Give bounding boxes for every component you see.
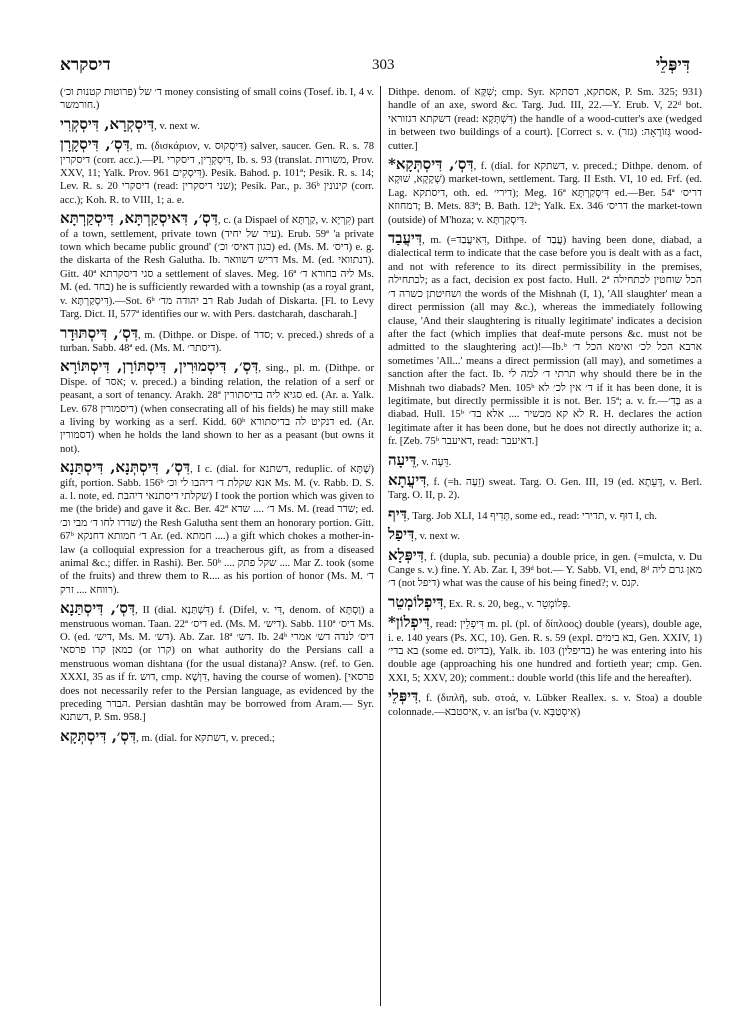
page-number: 303	[371, 56, 395, 73]
dictionary-entry: דִּיפַל, v. next w.	[388, 525, 461, 544]
header-right-word: דִּיפְּלֵי	[655, 55, 690, 75]
entry-text: m. (δισκάριον, v. דִּיסְקוּס) salver, saucer. Gen. R. s. 78 דיסקרין (corr. acc.).—Pl. דִּיסְקְרֵין, דיסקרי, Ib. s. 93 (translat. משורות, Prov. XXV, 11; Yalk. Prov. 961 דִּיסְקִים). Pesik. Bahod. p. 101ª; Pesik. R. s. 14; Lev. R. s. 20 דיסקרי (read: שני דיסקרין); Pesik. Par., p. 36ᵇ קינונין (corr. acc.); Koh. R. to VIII, 1; a. e.	[60, 141, 375, 206]
dictionary-entry: *דִּסְ׳, דִּיסְתְּקָא, f. (dial. for דשתקא, v. preced.; Dithpe. denom. of שְׁקָקָא, שׁוּקָא) market-town, settlement. Targ. II Esth. VI, 10 ed. Frf. (ed. Lag. דיסתקא, oth. ed. דירי׳); Meg. 16ª דִּיסְקַרְתָּא ed.—Ber. 54ª דריס׳ דמחוזא; B. Mets. 83ª; B. Bath. 12ᵇ; Yalk. Ex. 346 דריס׳ the market-town (outside) of M'hoza; v. דִּיסְקַרְתָּא.	[388, 155, 703, 226]
entry-headword: דִּיפְּלֵי	[388, 687, 419, 706]
dictionary-entry: דִּסְ׳, דִּיסְתְּנָא, דִּיסְתַּנָא, I c. (dial. for דשתנא, reduplic. of שְׁתָּא) gift, portion. Sabb. 156ᵇ אנא שקלת ד׳ דיהבו לי וכ׳ Ms. M. (v. Rabb. D. S. a. l. note, ed. שקלתי דיסתנאי דיהבת) I took the portion which was given to me (the bride) and gave it &c. Ber. 42ª ד׳ .... שדא Ms. M. (read שדר; ed. שדרו לחו ד׳ מבי וכ׳) the Resh Galutha sent them an honorary portion. Gitt. 67ᵇ ד׳ חמותא דחנקא Ar. (ed. חמתא ....) a gift which chokes a mother-in-law (a colloquial expression for a treacherous gift, as from a diseased animal &c.; differ. in Rashi). Ber. 50ᵇ .... שקל פתק .... Mar Z. took (some of the fruits) and threw them to R.... as his portion of honor (Ms. M. ד׳ רווחא .... זרק).	[60, 458, 375, 596]
entry-text: f. (=h. זֵעָה) sweat. Targ. O. Gen. III, 19 (ed. דְּעֵתָא, v. Berl. Targ. O. II, p. 2).	[388, 476, 703, 502]
entry-text: Targ. Job XLI, 14 תְּדִיף, some ed., read: תדירי, v. דוּף I, ch.	[412, 510, 657, 522]
entry-headword: דִּיפְלוֹמְטֵר	[388, 592, 444, 611]
entry-text: Ex. R. s. 20, beg., v. פְּלוֹמְטֵר.	[448, 598, 571, 610]
right-column	[388, 86, 702, 724]
entry-headword: דִּיעֲתָא	[388, 470, 427, 489]
dictionary-entry: דִּיפְּלָא, f. (dupla, sub. pecunia) a double price, in gen. (=mulcta, v. Du Cange s. v.) fine. Y. Ab. Zar. I, 39ᵈ bot.— Y. Sabb. VI, end, 8ᵈ מאן גרם ליה ד׳ (not דיפל) what was the cause of his being fined?; v. קנס.	[388, 545, 703, 590]
entry-text: f. (dupla, sub. pecunia) a double price, in gen. (=mulcta, v. Du Cange s. v.) fine. Y. Ab. Zar. I, 39ᵈ bot.— Y. Sabb. VI, end, 8ᵈ מאן גרם ליה ד׳ (not דיפל) what was the cause of his being fined?; v. קנס.	[388, 551, 703, 590]
entry-text: f. (dial. for דשתקא, v. preced.; Dithpe. denom. of שְׁקָקָא, שׁוּקָא) market-town, settlement. Targ. II Esth. VI, 10 ed. Frf. (ed. Lag. דיסתקא, oth. ed. דירי׳); Meg. 16ª דִּיסְקַרְתָּא ed.—Ber. 54ª דריס׳ דמחוזא; B. Mets. 83ª; B. Bath. 12ᵇ; Yalk. Ex. 346 דריס׳ the market-town (outside) of M'hoza; v. דִּיסְקַרְתָּא.	[388, 161, 703, 226]
dictionary-entry: דִּיעֲבַד, m. (=דִּאִיעֲבַד, Dithpe. of עֲבַד) having been done, diabad, a dialectical term to indicate that the case before you is dealt with as a fact, and not with reference to its direct permissibility in the premises, לכתחילה; as a fact, decision ex post facto. Hull. 2ª הכל שוחטין לכתחילה ושחיטתן כשרה ד׳ the words of the Mishnah (I, 1), 'All slaughter' mean a direct permission (all may &c.), whereas the immediately following clause, 'And their slaughtering is ritually legitimate' indicates a decision after the fact (which implies that deaf-mute persons &c. must not be admitted to the slaughtering act)!—Ib.ᵇ ארבא הכל לכ׳ ואימא הכל ד׳ sometimes 'All...' means a direct permission (all may), and sometimes a sanction after the fact. Ib. תרתי ד׳ למה לי why should there be in the Mishnah two diabads? Men. 105ᵇ ד׳ אין לכ׳ לא if it has been done, it is legitimate, but directly permissible it is not. Ber. 15ª; a. v. fr.—בְּדִ׳ as a diabad. Hull. 15ᵇ לא קא מכשיר .... אלא בד׳ R. H. declares the action legitimate after it has been done, but he does not directly authorize it; a. fr. [Zeb. 75ᵇ דאיעבר, read: דאיעבר.]	[388, 229, 703, 448]
dictionary-entry: דִּיף, Targ. Job XLI, 14 תְּדִיף, some ed., read: תדירי, v. דוּף I, ch.	[388, 504, 657, 523]
entry-text: read: דִּיפְלֵין m. pl. (pl. of δίπλοος) double (years), double age, i. e. 140 years (Ps. XC, 10). Gen. R. s. 59 (expl. בא בימים, Gen. XXIV, 1) בא בדי׳ (some ed. בדיוס), Yalk. ib. 103 (בדיפלין) he was entering into his double age (approaching his one hundred and fortieth year; cmp. Gen. XXI, 5; XXV, 20); comment.: double world (this life and the hereafter).	[388, 619, 703, 684]
dictionary-entry: *דִּיפְלוֹן, read: דִּיפְלֵין m. pl. (pl. of δίπλοος) double (years), double age, i. e. 140 years (Ps. XC, 10). Gen. R. s. 59 (expl. בא בימים, Gen. XXIV, 1) בא בדי׳ (some ed. בדיוס), Yalk. ib. 103 (בדיפלין) he was entering into his double age (approaching his one hundred and fortieth year; cmp. Gen. XXI, 5; XXV, 20); comment.: double world (this life and the hereafter).	[388, 613, 703, 684]
header-left-word: דיסקרא	[60, 55, 111, 75]
dictionary-entry: דִּסְ׳, דִּיסְקָרָן, m. (δισκάριον, v. דִּיסְקוּס) salver, saucer. Gen. R. s. 78 דיסקרין (corr. acc.).—Pl. דִּיסְקְרֵין, דיסקרי, Ib. s. 93 (translat. משורות, Prov. XXV, 11; Yalk. Prov. 961 דִּיסְקִים). Pesik. Bahod. p. 101ª; Pesik. R. s. 14; Lev. R. s. 20 דיסקרי (read: שני דיסקרין); Pesik. Par., p. 36ᵇ קינונין (corr. acc.); Koh. R. to VIII, 1; a. e.	[60, 135, 375, 206]
dictionary-entry	[388, 86, 702, 153]
entry-text: v. next w.	[159, 120, 200, 132]
entry-headword: דִּיפְּלָא	[388, 545, 424, 564]
entry-text: v. דֵּעָה.	[421, 456, 452, 468]
dictionary-entry: דִּסְ׳, דִּיסְתַּנָא, II (dial. דִּשְׁתַּנָא) f. (Difel, v. דִּי, denom. of וַסְתָּא) a menstruous woman. Taan. 22ª דיס׳ ed. (Ms. M. דיש׳). Sabb. 110ª דיס׳ Ms. O. (ed. דיש׳, Ms. M. דש׳). Ab. Zar. 18ª דש׳. Ib. 24ᵇ דיס׳ לנדה דש׳ אמרי כמאן קרו פרסאי (or קרו) on what authority do the Persians call a menstruous woman dishtana (for the usual distana)? Answ. (ref. to Gen. XXXI, 35 as if fr. דוש, cmp. דִּוְשָׁא, having the course of women). [פרסאי does not necessarily refer to the Persian language, as evidenced by the preceding הבדר. Persian dashtân may be borrowed from Aram.— Syr. דשתנא, P. Sm. 958.]	[60, 599, 375, 724]
entry-headword: דִּסְ׳, דִּיסְתְּקָא	[60, 726, 137, 745]
entry-headword: *דִּיפְלוֹן	[388, 613, 430, 632]
entry-headword: דִּסְ׳, דִּיסְקָרָן	[60, 135, 130, 154]
entry-headword: דִּסְ׳, דִּיסְתַּנָא	[60, 599, 136, 618]
entry-text: Dithpe. denom. of שִׁקָּא; cmp. Syr. אסתקא, דסתקא, P. Sm. 325; 931) handle of an axe, sword &c. Targ. Jud. III, 22.—Y. Erub. V, 22ᵈ bot. דשקתא דגזוראי (read: דִּשְׁתְּקָא) the handle of a wood-cutter's axe (wedged in between two buildings of a court). [Correct s. v. גְּזוֹרָאָה: (גזר) wood-cutter.]	[388, 87, 703, 152]
entry-text: I c. (dial. for דשתנא, reduplic. of שְׁתָּא) gift, portion. Sabb. 156ᵇ אנא שקלת ד׳ דיהבו לי וכ׳ Ms. M. (v. Rabb. D. S. a. l. note, ed. שקלתי דיסתנאי דיהבת) I took the portion which was given to me (the bride) and gave it &c. Ber. 42ª ד׳ .... שדא Ms. M. (read שדר; ed. שדרו לחו ד׳ מבי וכ׳) the Resh Galutha sent them an honorary portion. Gitt. 67ᵇ ד׳ חמותא דחנקא Ar. (ed. חמתא ....) a gift which chokes a mother-in-law (a colloquial expression for a treacherous gift, as from a diseased animal &c.; differ. in Rashi). Ber. 50ᵇ .... שקל פתק .... Mar Z. took (some of the fruits) and threw them to R.... as his portion of honor (Ms. M. ד׳ רווחא .... זרק).	[60, 464, 375, 596]
entry-headword: דִּיסְקְרָא, דִּיסְקְרִי	[60, 114, 155, 133]
entry-headword: דִּסְ׳, דִּיסְמוּרִין, דִּיסְתּוֹרָן, דִּיסְתּוֹרָא	[60, 357, 259, 376]
entry-headword: דִּסְ׳, דִּאיסְקַרְתָּא, דִּיסְקַרְתָּא	[60, 209, 218, 228]
dictionary-entry: דִּסְ׳, דִּיסְתְּקָא, m. (dial. for דשתקא, v. preced.;	[60, 726, 275, 745]
dictionary-entry: דִּסְ׳, דִּאיסְקַרְתָּא, דִּיסְקַרְתָּא, c. (a Dispael of קַרְתָּא, v. קִרְיָא) part of a town, settlement, private town (עיר של יחיד). Erub. 59ª 'a private town which became public ground' (כגון דאיס׳ וכ׳) ed. (Ms. M. דיס׳) e. g. the diskarta of the Resh Galutha. Ib. דריש דשוואר Ms. M. (ed. דנתוואי). Gitt. 40ª סגי דיסקרתא a settlement of slaves. Meg. 16ª ליה בחורא ד׳ Ms. M. (ed. בחד) he is sufficiently rewarded with a township (as a royal grant, v. דִּיסְקַרְתָּא).—Sot. 6ᵇ רב יהודה מד׳ Rab Judah of Diskarta. [Fl. to Levy Targ. Dict. II, 577ª identifies our w. with Pers. dastcharah, dascharah.]	[60, 209, 375, 321]
entry-headword: דִּסְ׳, דִּיסְתּוּדָר	[60, 323, 138, 342]
entry-text: II (dial. דִּשְׁתַּנָא) f. (Difel, v. דִּי, denom. of וַסְתָּא) a menstruous woman. Taan. 22ª דיס׳ ed. (Ms. M. דיש׳). Sabb. 110ª דיס׳ Ms. O. (ed. דיש׳, Ms. M. דש׳). Ab. Zar. 18ª דש׳. Ib. 24ᵇ דיס׳ לנדה דש׳ אמרי כמאן קרו פרסאי (or קרו) on what authority do the Persians call a menstruous woman dishtana (for the usual distana)? Answ. (ref. to Gen. XXXI, 35 as if fr. דוש, cmp. דִּוְשָׁא, having the course of women). [פרסאי does not necessarily refer to the Persian language, as evidenced by the preceding הבדר. Persian dashtân may be borrowed from Aram.— Syr. דשתנא, P. Sm. 958.]	[60, 605, 375, 724]
dictionary-entry: דִּיפְלוֹמְטֵר, Ex. R. s. 20, beg., v. פְּלוֹמְטֵר.	[388, 592, 571, 611]
entry-text: m. (dial. for דשתקא, v. preced.;	[141, 732, 275, 744]
dictionary-entry: דִּסְ׳, דִּיסְתּוּדָר, m. (Dithpe. or Dispe. of סדר; v. preced.) shreds of a turban. Sabb. 48ª ed. (Ms. M. דיסתר׳).	[60, 323, 375, 354]
entry-text: c. (a Dispael of קַרְתָּא, v. קִרְיָא) part of a town, settlement, private town (עיר של יחיד). Erub. 59ª 'a private town which became public ground' (כגון דאיס׳ וכ׳) ed. (Ms. M. דיס׳) e. g. the diskarta of the Resh Galutha. Ib. דריש דשוואר Ms. M. (ed. דנתוואי). Gitt. 40ª סגי דיסקרתא a settlement of slaves. Meg. 16ª ליה בחורא ד׳ Ms. M. (ed. בחד) he is sufficiently rewarded with a township (as a royal grant, v. דִּיסְקַרְתָּא).—Sot. 6ᵇ רב יהודה מד׳ Rab Judah of Diskarta. [Fl. to Levy Targ. Dict. II, 577ª identifies our w. with Pers. dastcharah, dascharah.]	[60, 215, 375, 321]
dictionary-entry	[60, 86, 374, 113]
entry-headword: דִּיפַל	[388, 525, 415, 544]
entry-headword: דֵּיעָה	[388, 450, 417, 469]
dictionary-entry: דִּסְ׳, דִּיסְמוּרִין, דִּיסְתּוֹרָן, דִּיסְתּוֹרָא, sing., pl. m. (Dithpe. or Dispe. of אסר; v. preced.) a binding relation, the relation of a serf or peasant, a sort of tenancy. Arakh. 28ª סגיא ליה בדיסתורין ed. (Ar. a. Yalk. Lev. 678 דיסמורין) (when consecrating all of his fields) he may still make a living by working as a serf. Kidd. 60ᵇ דנקיט לה בדיסתורא ed. (Ar. דסמורין) when he holds the land shown to her as a peasant (but owns it not).	[60, 357, 375, 455]
dictionary-entry: דֵּיעָה, v. דֵּעָה.	[388, 450, 452, 469]
entry-headword: דִּיעֲבַד	[388, 229, 423, 248]
entry-text: m. (=דִּאִיעֲבַד, Dithpe. of עֲבַד) having been done, diabad, a dialectical term to indicate that the case before you is dealt with as a fact, and not with reference to its direct permissibility in the premises, לכתחילה; as a fact, decision ex post facto. Hull. 2ª הכל שוחטין לכתחילה ושחיטתן כשרה ד׳ the words of the Mishnah (I, 1), 'All slaughter' mean a direct permission (all may &c.), whereas the immediately following clause, 'And their slaughtering is ritually legitimate' indicates a decision after the fact (which implies that deaf-mute persons &c. must not be admitted to the slaughtering act)!—Ib.ᵇ ארבא הכל לכ׳ ואימא הכל ד׳ sometimes 'All...' means a direct permission (all may), and sometimes a sanction after the fact. Ib. תרתי ד׳ למה לי why should there be in the Mishnah two diabads? Men. 105ᵇ ד׳ אין לכ׳ לא if it has been done, it is legitimate, but directly permissible it is not. Ber. 15ª; a. v. fr.—בְּדִ׳ as a diabad. Hull. 15ᵇ לא קא מכשיר .... אלא בד׳ R. H. declares the action legitimate after it has been done, but he does not directly authorize it; a. fr. [Zeb. 75ᵇ דאיעבר, read: דאיעבר.]	[388, 235, 703, 448]
entry-headword: דִּסְ׳, דִּיסְתְּנָא, דִּיסְתַּנָא	[60, 458, 191, 477]
entry-text: ד׳ של (פרוטות קטנות וכ׳) money consisting of small coins (Tosef. ib. I, 4 v. חורמשר.)	[60, 87, 374, 112]
entry-headword: *דִּסְ׳, דִּיסְתְּקָא	[388, 155, 474, 174]
dictionary-entry: דִּיעֲתָא, f. (=h. זֵעָה) sweat. Targ. O. Gen. III, 19 (ed. דְּעֵתָא, v. Berl. Targ. O. II, p. 2).	[388, 470, 703, 502]
page-header	[60, 52, 690, 78]
column-divider	[380, 86, 381, 1006]
left-column	[60, 86, 374, 750]
entry-headword: דִּיף	[388, 504, 407, 523]
entry-text: v. next w.	[419, 531, 461, 543]
dictionary-entry: דִּיסְקְרָא, דִּיסְקְרִי, v. next w.	[60, 114, 200, 133]
entry-text: m. (Dithpe. or Dispe. of סדר; v. preced.) shreds of a turban. Sabb. 48ª ed. (Ms. M. דיסתר׳).	[60, 329, 375, 354]
entry-text: f. (διπλῆ, sub. στοά, v. Lübker Reallex. s. v. Stoa) a double colonnade.—איסטבא, v. an ist'ba (v. אִיסְטַבְּא)	[388, 693, 703, 718]
entry-text: sing., pl. m. (Dithpe. or Dispe. of אסר; v. preced.) a binding relation, the relation of a serf or peasant, a sort of tenancy. Arakh. 28ª סגיא ליה בדיסתורין ed. (Ar. a. Yalk. Lev. 678 דיסמורין) (when consecrating all of his fields) he may still make a living by working as a serf. Kidd. 60ᵇ דנקיט לה בדיסתורא ed. (Ar. דסמורין) when he holds the land shown to her as a peasant (but owns it not).	[60, 363, 375, 455]
dictionary-entry: דִּיפְּלֵי, f. (διπλῆ, sub. στοά, v. Lübker Reallex. s. v. Stoa) a double colonnade.—איסטבא, v. an ist'ba (v. אִיסְטַבְּא)	[388, 687, 703, 718]
